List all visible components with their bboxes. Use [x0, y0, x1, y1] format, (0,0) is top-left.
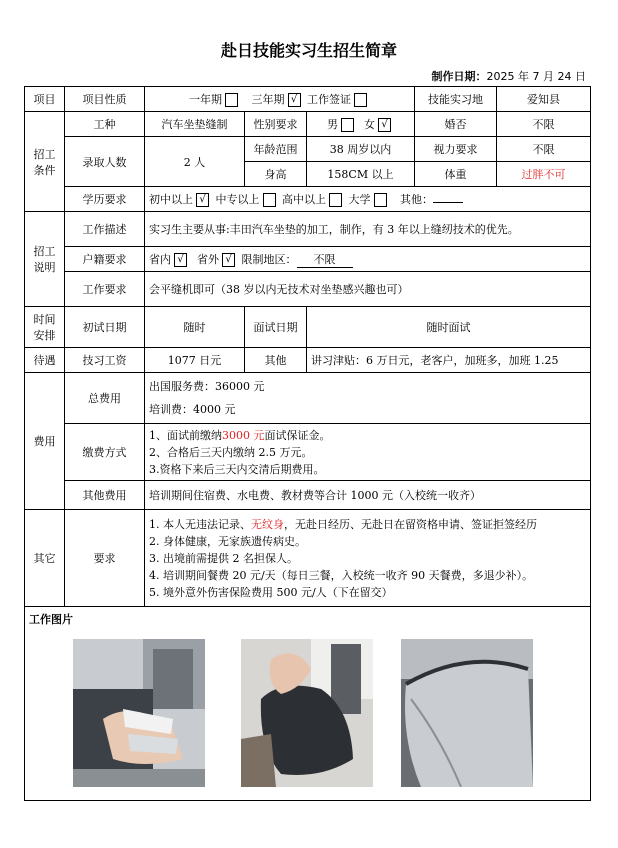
checkbox-work-visa[interactable] — [354, 93, 367, 107]
hukou-label: 户籍要求 — [65, 247, 145, 272]
checkbox-edu-junior[interactable]: √ — [196, 193, 209, 207]
interview-label: 面试日期 — [245, 307, 307, 348]
edu-options — [145, 187, 591, 212]
opt-one-year: 一年期 — [189, 93, 222, 106]
misc-req-list — [145, 510, 591, 607]
wage-value: 1077 日元 — [145, 348, 245, 373]
date-line — [432, 68, 586, 84]
work-photo-3 — [401, 639, 533, 787]
pictures-title: 工作图片 — [29, 613, 73, 626]
checkbox-female[interactable]: √ — [378, 118, 391, 132]
total-label: 总费用 — [65, 373, 145, 424]
gender-male: 男 — [327, 118, 338, 131]
height-value: 158CM 以上 — [307, 162, 415, 187]
schedule-section: 时间安排 — [25, 307, 65, 348]
method-label: 缴费方式 — [65, 424, 145, 481]
method-step-2: 2、合格后三天内缴纳 2.5 万元。 — [149, 445, 313, 459]
age-value: 38 周岁以内 — [307, 137, 415, 162]
pay-other-label: 其他 — [245, 348, 307, 373]
opt-work-visa: 工作签证 — [307, 93, 351, 106]
req-value: 会平缝机即可（38 岁以内无技术对坐垫感兴趣也可） — [145, 272, 591, 307]
item-header: 项目 — [25, 87, 65, 112]
method-value — [145, 424, 591, 481]
marriage-label: 婚否 — [415, 112, 497, 137]
place-label: 技能实习地 — [415, 87, 497, 112]
gender-female: 女 — [364, 118, 375, 131]
page-title: 赴日技能实习生招生简章 — [220, 41, 397, 60]
total-value — [145, 373, 591, 424]
deposit-amount: 3000 元 — [222, 428, 265, 442]
vision-label: 视力要求 — [415, 137, 497, 162]
nature-header: 项目性质 — [65, 87, 145, 112]
work-value: 实习生主要从事:丰田汽车坐垫的加工，制作，有 3 年以上缝纫技术的优先。 — [145, 212, 591, 247]
description-section: 招工说明 — [25, 212, 65, 307]
total-training-fee: 培训费：4000 元 — [149, 403, 236, 416]
misc-req-label: 要求 — [65, 510, 145, 607]
other-fee-label: 其他费用 — [65, 481, 145, 510]
pictures-section — [25, 607, 591, 801]
misc-req-4: 4. 培训期间餐费 20 元/天（每日三餐，入校统一收齐 90 天餐费，多退少补）。 — [149, 568, 534, 582]
misc-req-5: 5. 境外意外伤害保险费用 500 元/人（下在留交） — [149, 585, 393, 599]
pay-other-value: 讲习津贴：6 万日元，老客户，加班多，加班 1.25 — [307, 348, 591, 373]
hukou-in: 省内 — [149, 252, 171, 266]
wage-label: 技习工资 — [65, 348, 145, 373]
vision-value: 不限 — [497, 137, 591, 162]
method-step-3: 3.资格下来后三天内交清后期费用。 — [149, 462, 325, 476]
hukou-limit-value: 不限 — [297, 251, 353, 268]
job-value: 汽车坐垫缝制 — [145, 112, 245, 137]
hukou-out: 省外 — [197, 252, 219, 266]
checkbox-hukou-out[interactable]: √ — [222, 253, 235, 267]
conditions-section: 招工条件 — [25, 112, 65, 212]
total-service-fee: 出国服务费：36000 元 — [149, 380, 265, 393]
job-label: 工种 — [65, 112, 145, 137]
edu-other: 其他： — [400, 193, 433, 206]
height-label: 身高 — [245, 162, 307, 187]
no-tattoo: 无纹身 — [251, 517, 284, 531]
opt-three-year: 三年期 — [251, 93, 285, 106]
nature-options — [145, 87, 415, 112]
hire-label: 录取人数 — [65, 137, 145, 187]
first-value: 随时 — [145, 307, 245, 348]
edu-high: 高中以上 — [282, 193, 326, 206]
checkbox-male[interactable] — [341, 118, 354, 132]
edu-label: 学历要求 — [65, 187, 145, 212]
marriage-value: 不限 — [497, 112, 591, 137]
weight-label: 体重 — [415, 162, 497, 187]
req-label: 工作要求 — [65, 272, 145, 307]
interview-value: 随时面试 — [307, 307, 591, 348]
misc-req-1: 1. 本人无违法记录、无纹身，无赴日经历、无赴日在留资格申请、签证拒签经历 — [149, 517, 537, 531]
checkbox-edu-vocational[interactable] — [263, 193, 276, 207]
hire-value: 2 人 — [145, 137, 245, 187]
date-value: 2025 年 7 月 24 日 — [486, 70, 586, 83]
date-label: 制作日期： — [431, 70, 487, 83]
fees-section: 费用 — [25, 373, 65, 510]
age-label: 年龄范围 — [245, 137, 307, 162]
place-value: 爱知县 — [497, 87, 591, 112]
edu-vocational: 中专以上 — [215, 193, 260, 206]
misc-req-3: 3. 出境前需提供 2 名担保人。 — [149, 551, 298, 565]
checkbox-three-year[interactable]: √ — [288, 93, 301, 107]
edu-other-blank[interactable] — [433, 202, 463, 203]
work-photo-1 — [73, 639, 205, 787]
other-fee-value: 培训期间住宿费、水电费、教材费等合计 1000 元（入校统一收齐） — [145, 481, 591, 510]
work-photo-2 — [241, 639, 373, 787]
gender-options — [307, 112, 415, 137]
misc-section: 其它 — [25, 510, 65, 607]
first-label: 初试日期 — [65, 307, 145, 348]
work-label: 工作描述 — [65, 212, 145, 247]
misc-req-2: 2. 身体健康，无家族遗传病史。 — [149, 534, 306, 548]
checkbox-one-year[interactable] — [225, 93, 238, 107]
hukou-limit: 限制地区： — [241, 252, 297, 266]
pay-section: 待遇 — [25, 348, 65, 373]
checkbox-edu-high[interactable] — [329, 193, 342, 207]
gender-label: 性别要求 — [245, 112, 307, 137]
checkbox-hukou-in[interactable]: √ — [174, 253, 187, 267]
edu-junior: 初中以上 — [149, 193, 193, 206]
edu-university: 大学 — [348, 193, 371, 206]
weight-value: 过胖不可 — [497, 162, 591, 187]
checkbox-edu-university[interactable] — [374, 193, 387, 207]
method-step-1: 1、面试前缴纳3000 元面试保证金。 — [149, 428, 331, 442]
recruitment-table — [24, 86, 591, 801]
hukou-options — [145, 247, 591, 272]
